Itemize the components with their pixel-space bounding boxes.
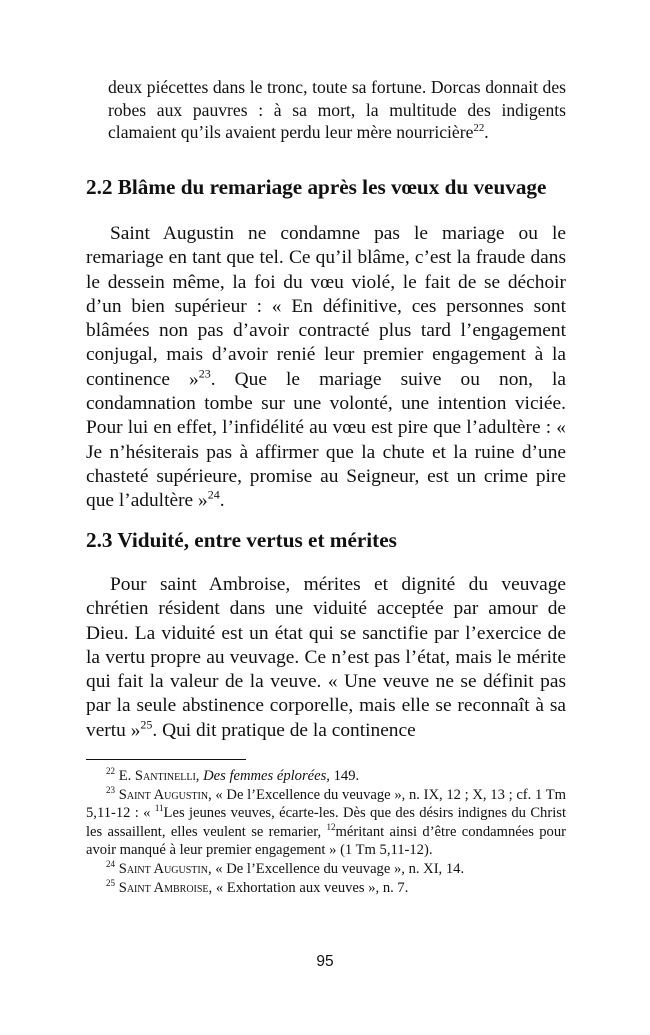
section-2-2-paragraph: Saint Augustin ne condamne pas le mariage ou le remariage en tant que tel. Ce qu’il blâme, c’est la fraude dans le dessein même, la foi du vœu violé, le fait de se déchoir d’un bien supérieur : « En définitive, ces personnes sont blâmées non pas d’avoir contracté plus tard l’engagement conjugal, mais d’avoir renié leur premier engagement à la continence »$^{23}$. Que le mariage suive ou non, la condamnation tombe sur une volonté, une intention viciée. Pour lui en effet, l’infidélité au vœu est pire que l’adultère : « Je n’hésiterais pas à affirmer que la chute et la ruine d’une chasteté supérieure, promise au Seigneur, est un crime pire que l’adultère »$^{24}$. — [86, 223, 566, 512]
footnote-ref-22: 22 — [473, 122, 485, 135]
continued-text: deux piécettes dans le tronc, toute sa fortune. Dorcas donnait des robes aux pauvres : à sa mort, la multitude des indigents clamaient qu’ils avaient perdu leur mère nourricière — [108, 77, 566, 142]
footnote-24: $^{24}$ Saint Augustin, « De l’Excellence du veuvage », n. XI, 14. — [106, 859, 465, 877]
footnote-ref-23: 23 — [198, 366, 211, 381]
section-heading-2-2: 2.2 Blâme du remariage après les vœux du veuvage — [86, 175, 547, 199]
footnote-ref-25: 25 — [140, 717, 153, 732]
footnote-22: $^{22}$ E. Santinelli, Des femmes éplorées, 149. — [106, 766, 360, 784]
continued-paragraph: deux piécettes dans le tronc, toute sa fortune. Dorcas donnait des robes aux pauvres : à sa mort, la multitude des indigents clamaient qu’ils avaient perdu leur mère nourricière$^{22}$. — [108, 77, 566, 142]
footnotes — [86, 767, 566, 897]
footnote-ref-24: 24 — [207, 487, 220, 502]
footnote-divider — [86, 759, 246, 760]
page-number: 95 — [316, 953, 334, 970]
section-heading-2-3: 2.3 Viduité, entre vertus et mérites — [86, 528, 397, 552]
footnote-25: $^{25}$ Saint Ambroise, « Exhortation aux veuves », n. 7. — [106, 877, 409, 896]
footnote-23: $^{23}$ Saint Augustin, « De l’Excellence du veuvage », n. IX, 12 ; X, 13 ; cf. 1 Tm 5,11-12 : « $^{11}$Les jeunes veuves, écarte-les. Dès que des désirs indignes du Christ les assaillent, elles veulent se remarier, $^{12}$méritant ainsi d’être condamnées pour avoir manqué à leur premier engagement » (1 Tm 5,11-12). — [86, 784, 566, 859]
section-2-3-paragraph: Pour saint Ambroise, mérites et dignité du veuvage chrétien résident dans une viduité acceptée par amour de Dieu. La viduité est un état qui se sanctifie par l’exercice de la vertu propre au veuvage. Ce n’est pas l’état, mais le mérite qui fait la valeur de la veuve. « Une veuve ne se définit pas par la seule abstinence corporelle, mais elle se reconnaît à sa vertu »$^{25}$. Qui dit pratique de la continence — [86, 574, 566, 741]
